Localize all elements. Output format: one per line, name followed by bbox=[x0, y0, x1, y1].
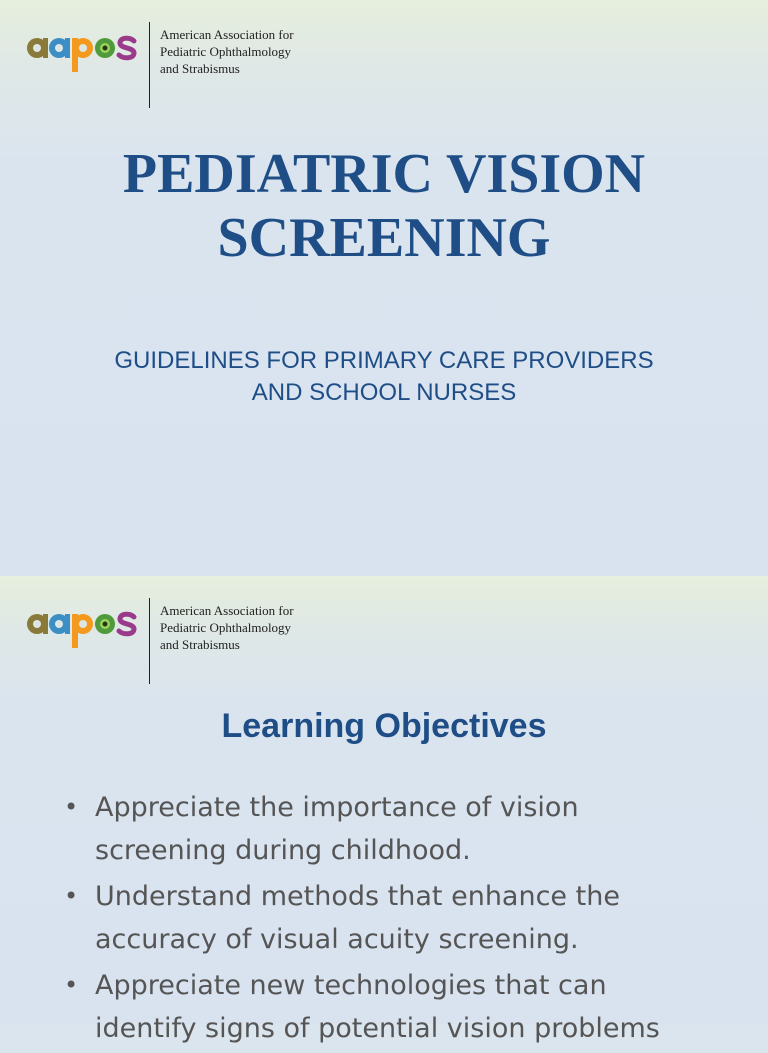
logo-divider bbox=[149, 22, 150, 108]
organization-name-line: Pediatric Ophthalmology bbox=[160, 620, 292, 635]
organization-name-line: American Association for bbox=[160, 603, 294, 618]
title-line: SCREENING bbox=[217, 207, 551, 269]
bullet-icon: • bbox=[64, 793, 79, 821]
organization-name bbox=[160, 26, 294, 77]
organization-name-line: and Strabismus bbox=[160, 637, 240, 652]
organization-name-line: Pediatric Ophthalmology bbox=[160, 44, 292, 59]
bullet-text-line: screening during childhood. bbox=[95, 835, 471, 866]
bullet-text-line: accuracy of visual acuity screening. bbox=[95, 924, 579, 955]
aapos-logo-icon bbox=[26, 604, 138, 654]
learning-objectives-slide bbox=[0, 576, 768, 1044]
bullet-text-line: identify signs of potential vision problems bbox=[95, 1013, 660, 1044]
list-item bbox=[64, 964, 744, 1050]
subtitle-line: AND SCHOOL NURSES bbox=[251, 379, 517, 406]
presentation-subtitle bbox=[0, 345, 768, 409]
title-line: PEDIATRIC VISION bbox=[122, 143, 646, 205]
list-item bbox=[64, 875, 744, 961]
subtitle-line: GUIDELINES FOR PRIMARY CARE PROVIDERS bbox=[114, 347, 654, 374]
bullet-text-line: Appreciate the importance of vision bbox=[95, 792, 579, 823]
organization-name-line: American Association for bbox=[160, 27, 294, 42]
section-title: Learning Objectives bbox=[221, 707, 547, 745]
bullet-text-line: Appreciate new technologies that can bbox=[95, 970, 607, 1001]
presentation-title bbox=[0, 142, 768, 270]
list-item bbox=[64, 786, 744, 872]
bullet-icon: • bbox=[64, 882, 79, 910]
objectives-list bbox=[64, 786, 744, 1053]
organization-name bbox=[160, 602, 294, 653]
logo-divider bbox=[149, 598, 150, 684]
aapos-logo bbox=[26, 22, 316, 112]
bullet-icon: • bbox=[64, 971, 79, 999]
aapos-logo bbox=[26, 598, 316, 688]
organization-name-line: and Strabismus bbox=[160, 61, 240, 76]
aapos-logo-icon bbox=[26, 28, 138, 78]
bullet-text-line: Understand methods that enhance the bbox=[95, 881, 620, 912]
